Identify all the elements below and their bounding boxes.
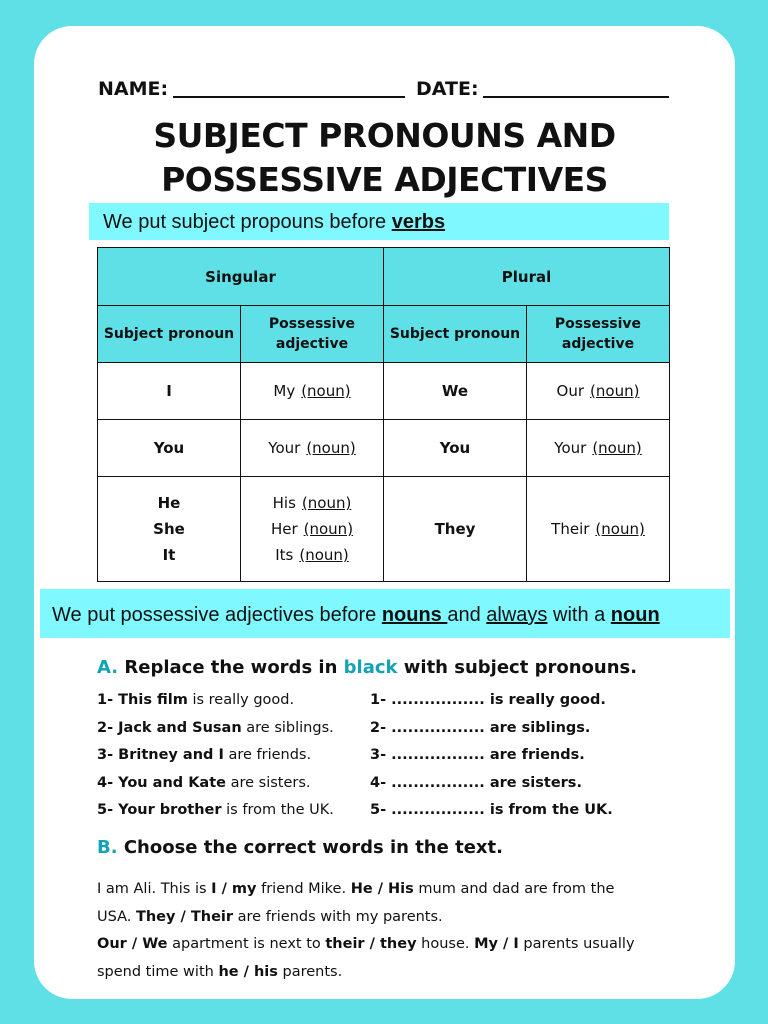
possessive-adjective [241, 382, 383, 400]
possessive-adjective [241, 542, 383, 568]
possessive-adjective [241, 490, 383, 516]
word-choice[interactable]: I / my [211, 881, 257, 897]
rule2-nouns: nouns [381, 604, 448, 626]
noun-placeholder: (noun) [303, 520, 354, 538]
plural-possessive-cell [527, 477, 670, 582]
subject-pronoun: She [153, 520, 185, 538]
sentence-subject: 5- Your brother [97, 802, 222, 818]
noun-placeholder: (noun) [301, 494, 352, 512]
sentence-rest: are sisters. [225, 774, 311, 791]
noun-placeholder: (noun) [306, 439, 356, 457]
plural-subject-cell: They [384, 477, 527, 582]
word-choice[interactable]: their / they [325, 936, 417, 952]
section-a-letter: A. [97, 657, 119, 678]
section-b-text: Choose the correct words in the text. [117, 837, 503, 858]
singular-possessive-cell [241, 363, 384, 420]
singular-possessive-cell [241, 420, 384, 477]
exercise-a-list [97, 692, 617, 830]
sentence-rest: is really good. [187, 692, 295, 708]
subject-pronoun: You [153, 439, 185, 457]
list-item [97, 692, 617, 720]
header-plural: Plural [384, 248, 670, 306]
exercise-sentence [97, 775, 311, 791]
possessive-word: His [272, 494, 296, 512]
plural-possessive-cell [527, 420, 670, 477]
exercise-sentence [97, 747, 311, 763]
sentence-rest: is from the UK. [221, 802, 334, 818]
page-title [34, 114, 735, 202]
sentence-subject: 1- This film [97, 692, 188, 708]
word-choice[interactable]: he / his [218, 963, 278, 980]
sentence-rest: are friends. [223, 747, 312, 763]
exercise-sentence [97, 802, 334, 818]
exercise-answer[interactable]: 4- ................. are sisters. [370, 774, 582, 791]
section-a-heading [97, 657, 637, 678]
singular-subject-cell [98, 477, 241, 582]
section-a-text-1: Replace the words in [118, 657, 344, 678]
list-item [97, 802, 617, 830]
exercise-answer[interactable]: 5- ................. is from the UK. [370, 802, 613, 818]
singular-subject-cell [98, 363, 241, 420]
date-line[interactable] [483, 96, 669, 98]
subject-pronoun: It [162, 546, 176, 564]
plural-subject-cell: You [384, 420, 527, 477]
noun-placeholder: (noun) [299, 546, 349, 564]
exercise-sentence [97, 692, 294, 708]
possessive-word: Their [551, 520, 590, 538]
section-a-text-2: with subject pronouns. [397, 657, 638, 678]
rule2-text-3: with a [547, 604, 611, 626]
possessive-adjective [241, 439, 383, 457]
section-b-letter: B. [97, 837, 118, 858]
title-line-2: POSSESSIVE ADJECTIVES [161, 160, 608, 199]
list-item [97, 747, 617, 775]
header-singular: Singular [98, 248, 384, 306]
possessive-word: Her [270, 520, 298, 538]
paragraph-text: house. [416, 936, 475, 952]
plural-subject-cell: We [384, 363, 527, 420]
date-label: DATE: [416, 78, 479, 100]
header-subject-plural: Subject pronoun [384, 306, 527, 363]
possessive-word: Your [554, 439, 587, 457]
exercise-sentence [97, 720, 334, 736]
title-line-1: SUBJECT PRONOUNS AND [153, 116, 616, 155]
rule-subject-pronouns [89, 203, 669, 240]
paragraph-text: friend Mike. [256, 881, 351, 897]
subject-pronoun: I [166, 382, 172, 400]
rule1-emphasis: verbs [391, 211, 446, 233]
exercise-answer[interactable]: 3- ................. are friends. [370, 747, 585, 763]
singular-possessive-cell [241, 477, 384, 582]
sentence-subject: 3- Britney and I [97, 747, 224, 763]
name-line[interactable] [173, 96, 405, 98]
paragraph-text: are friends with my parents. [233, 908, 443, 925]
name-date-row [98, 78, 678, 104]
possessive-word: My [273, 382, 296, 400]
word-choice[interactable]: They / Their [135, 908, 234, 925]
name-label: NAME: [98, 78, 169, 100]
table-row [98, 363, 670, 420]
rule2-always: always [486, 604, 548, 626]
word-choice[interactable]: Our / We [97, 936, 168, 952]
pronoun-table [97, 247, 670, 582]
section-a-accent: black [343, 657, 398, 678]
rule2-text-1: We put possessive adjectives before [52, 604, 382, 626]
paragraph-text: parents usually spend time with [97, 936, 635, 980]
list-item [97, 775, 617, 803]
plural-possessive-cell [527, 363, 670, 420]
noun-placeholder: (noun) [590, 382, 640, 400]
paragraph-text: apartment is next to [167, 936, 326, 952]
possessive-word: Our [556, 382, 585, 400]
rule1-text: We put subject propouns before [103, 211, 392, 233]
rule2-text-2: and [447, 604, 487, 626]
exercise-b-paragraph [97, 876, 637, 986]
list-item [97, 720, 617, 748]
header-possessive-singular: Possessive adjective [241, 306, 384, 363]
sentence-rest: are siblings. [241, 719, 334, 736]
noun-placeholder: (noun) [595, 520, 645, 538]
sentence-subject: 4- You and Kate [97, 774, 226, 791]
word-choice[interactable]: My / I [474, 936, 519, 952]
paragraph-text: mum and dad are from the USA. [97, 881, 615, 925]
possessive-adjective [241, 516, 383, 542]
possessive-word: Your [268, 439, 301, 457]
paragraph-text: I am Ali. This is [97, 881, 212, 897]
exercise-answer[interactable]: 2- ................. are siblings. [370, 719, 591, 736]
word-choice[interactable]: He / His [350, 881, 414, 897]
rule-possessive-adjectives [40, 589, 730, 638]
subject-pronoun: He [157, 494, 181, 512]
table-row [98, 420, 670, 477]
paragraph-text: parents. [277, 963, 343, 980]
exercise-answer[interactable]: 1- ................. is really good. [370, 692, 606, 708]
header-subject-singular: Subject pronoun [98, 306, 241, 363]
header-possessive-plural: Possessive adjective [527, 306, 670, 363]
possessive-word: Its [275, 546, 294, 564]
table-row [98, 477, 670, 582]
sentence-subject: 2- Jack and Susan [97, 719, 242, 736]
singular-subject-cell [98, 420, 241, 477]
section-b-heading [97, 837, 503, 858]
noun-placeholder: (noun) [301, 382, 351, 400]
rule2-noun: noun [610, 604, 660, 626]
noun-placeholder: (noun) [592, 439, 642, 457]
